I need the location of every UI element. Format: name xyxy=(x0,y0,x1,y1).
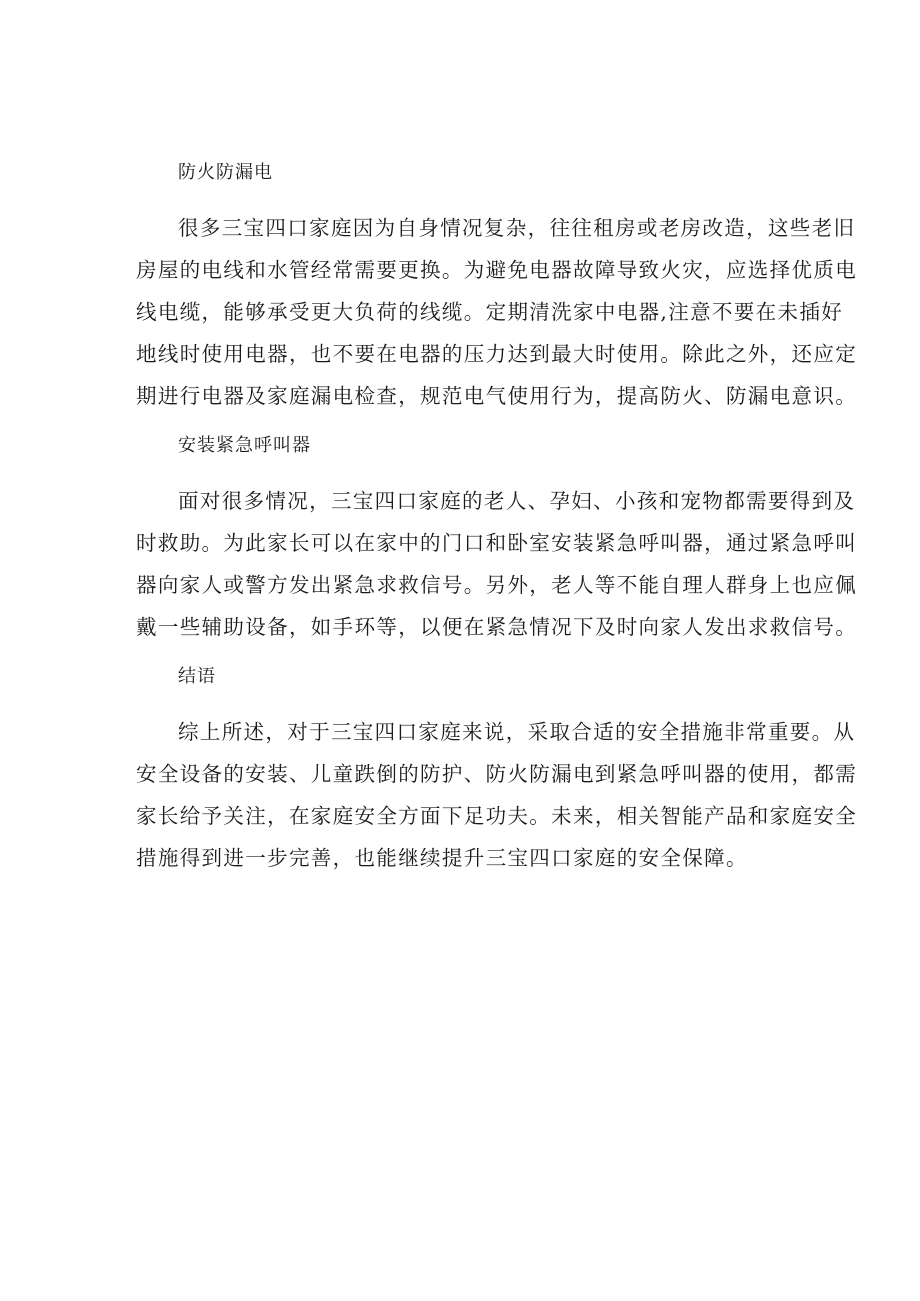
paragraph-line: 面对很多情况，三宝四口家庭的老人、孕妇、小孩和宠物都需要得到及 xyxy=(178,489,856,513)
paragraph-line: 线电缆，能够承受更大负荷的线缆。定期清洗家中电器,注意不要在未插好 xyxy=(136,300,844,324)
section-heading-conclusion: 结语 xyxy=(178,666,216,687)
paragraph-line: 地线时使用电器，也不要在电器的压力达到最大时使用。除此之外，还应定 xyxy=(136,342,858,366)
paragraph-line: 措施得到进一步完善，也能继续提升三宝四口家庭的安全保障。 xyxy=(136,846,748,870)
paragraph-line: 家长给予关注，在家庭安全方面下足功夫。未来，相关智能产品和家庭安全 xyxy=(136,804,858,828)
paragraph-line: 期进行电器及家庭漏电检查，规范电气使用行为，提高防火、防漏电意识。 xyxy=(136,384,858,408)
paragraph-line: 戴一些辅助设备，如手环等，以便在紧急情况下及时向家人发出求救信号。 xyxy=(136,615,858,639)
paragraph-line: 综上所述，对于三宝四口家庭来说，采取合适的安全措施非常重要。从 xyxy=(178,720,856,744)
paragraph-line: 时救助。为此家长可以在家中的门口和卧室安装紧急呼叫器，通过紧急呼叫 xyxy=(136,531,858,555)
paragraph-line: 安全设备的安装、儿童跌倒的防护、防火防漏电到紧急呼叫器的使用，都需 xyxy=(136,762,858,786)
paragraph-line: 很多三宝四口家庭因为自身情况复杂，往往租房或老房改造，这些老旧 xyxy=(178,216,856,240)
paragraph-line: 房屋的电线和水管经常需要更换。为避免电器故障导致火灾，应选择优质电 xyxy=(136,258,858,282)
paragraph-line: 器向家人或警方发出紧急求救信号。另外，老人等不能自理人群身上也应佩 xyxy=(136,573,858,597)
section-heading-emergency-caller: 安装紧急呼叫器 xyxy=(178,435,311,456)
section-heading-fire-safety: 防火防漏电 xyxy=(178,162,273,183)
